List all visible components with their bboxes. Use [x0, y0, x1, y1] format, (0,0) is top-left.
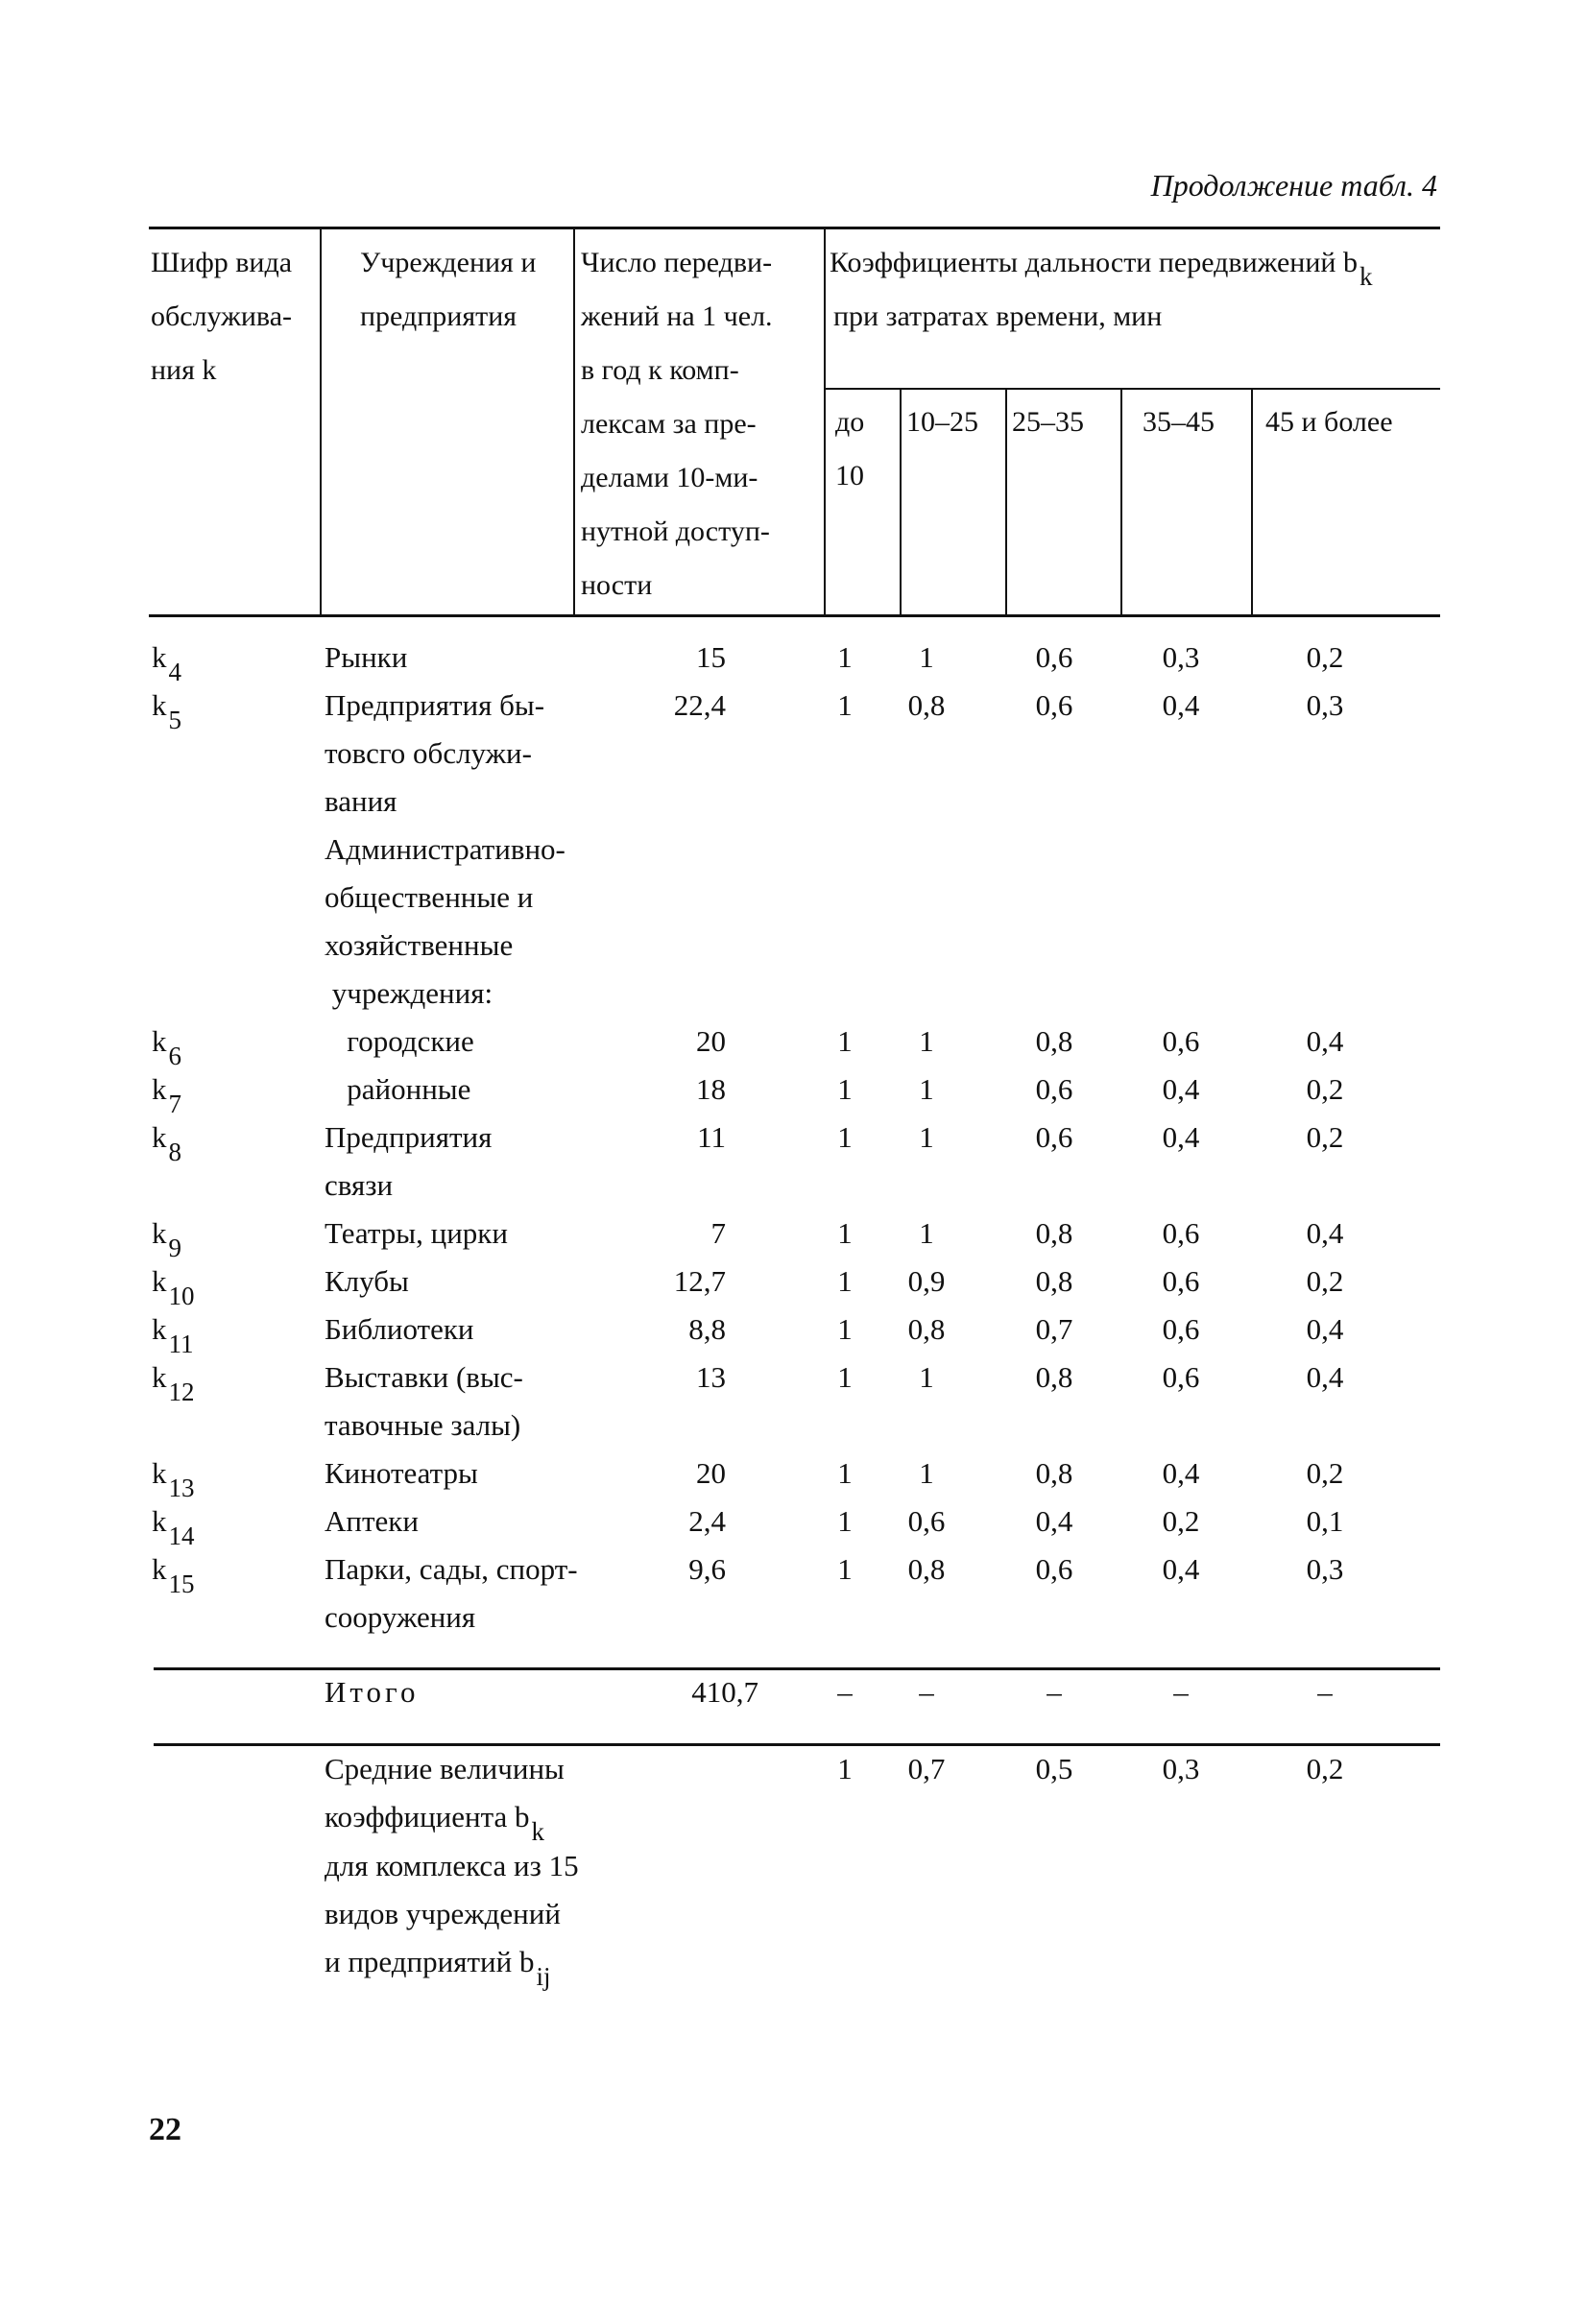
- institution-cell: Рынки: [325, 640, 408, 674]
- coefficient-cell: 1: [837, 1312, 853, 1346]
- coefficient-cell: 1: [919, 1216, 934, 1250]
- header-line: лексам за пре-: [581, 408, 757, 440]
- coefficient-cell: 0,6: [1162, 1264, 1200, 1298]
- trips-count-cell: 20: [696, 1456, 726, 1490]
- trips-count-cell: 18: [696, 1072, 726, 1106]
- trips-count-cell: 22,4: [673, 688, 726, 722]
- coefficient-cell: 0,2: [1306, 1752, 1344, 1785]
- header-trips-column: [581, 236, 821, 612]
- coefficient-cell: 0,2: [1162, 1504, 1200, 1538]
- coefficient-cell: 1: [837, 1216, 853, 1250]
- coefficient-cell: 0,6: [1162, 1360, 1200, 1394]
- coefficient-cell: 1: [837, 1264, 853, 1298]
- code-cell: k4: [152, 640, 181, 686]
- coefficient-cell: 0,3: [1162, 640, 1200, 674]
- header-sub-column: 35–45: [1143, 406, 1215, 438]
- coefficient-cell: 1: [837, 1360, 853, 1394]
- coefficient-cell: 0,7: [1035, 1312, 1073, 1346]
- institution-cell: Выставки (выс- тавочные залы): [325, 1360, 523, 1442]
- institution-cell: Театры, цирки: [325, 1216, 508, 1250]
- header-line: ности: [581, 569, 653, 601]
- coefficient-cell: 0,4: [1306, 1312, 1344, 1346]
- coefficient-cell: 0,6: [1162, 1024, 1200, 1058]
- coefficient-cell: 1: [837, 688, 853, 722]
- coefficient-cell: 0,3: [1306, 688, 1344, 722]
- trips-count-cell: 9,6: [688, 1552, 726, 1586]
- coefficient-cell: –: [837, 1675, 853, 1709]
- coefficient-cell: 0,3: [1306, 1552, 1344, 1586]
- coefficient-cell: 1: [837, 1120, 853, 1154]
- trips-count-cell: 8,8: [688, 1312, 726, 1346]
- code-cell: k5: [152, 688, 181, 734]
- institution-cell: Клубы: [325, 1264, 409, 1298]
- coefficient-cell: –: [1173, 1675, 1189, 1709]
- header-sub-column: 10–25: [906, 406, 978, 438]
- total-label: Итого: [325, 1675, 420, 1709]
- coefficient-cell: 0,8: [907, 1552, 946, 1586]
- institution-cell: районные: [325, 1072, 471, 1106]
- institution-cell: Предприятия связи: [325, 1120, 493, 1202]
- coefficient-cell: 0,4: [1306, 1216, 1344, 1250]
- header-divider: [900, 388, 902, 615]
- coefficient-cell: 0,8: [907, 1312, 946, 1346]
- header-sub-column: 25–35: [1012, 406, 1084, 438]
- header-institution-column: [360, 236, 571, 344]
- header-group-rule: [826, 388, 1440, 390]
- average-label: Средние величины коэффициента bk для комплекса из 15 видов учреждений и предприятий bij: [325, 1752, 579, 1991]
- header-line: Число передви-: [581, 247, 773, 278]
- coefficient-cell: 0,3: [1162, 1752, 1200, 1785]
- coefficient-cell: 0,6: [1162, 1312, 1200, 1346]
- coefficient-cell: 0,6: [1162, 1216, 1200, 1250]
- coefficient-cell: 1: [919, 1072, 934, 1106]
- coefficient-cell: 0,4: [1162, 1456, 1200, 1490]
- header-line: Шифр вида: [151, 247, 293, 278]
- trips-count-cell: 2,4: [688, 1504, 726, 1538]
- institution-cell: Административно- общественные и хозяйственные учреждения:: [325, 832, 565, 1010]
- header-line: предприятия: [360, 300, 517, 332]
- coefficient-cell: 0,7: [907, 1752, 946, 1785]
- code-cell: k15: [152, 1552, 195, 1598]
- header-line: нутной доступ-: [581, 515, 770, 547]
- coefficient-cell: 1: [919, 1120, 934, 1154]
- coefficient-cell: 1: [837, 1504, 853, 1538]
- institution-cell: Парки, сады, спорт- сооружения: [325, 1552, 578, 1634]
- coefficient-cell: 0,5: [1035, 1752, 1073, 1785]
- trips-count-cell: 7: [710, 1216, 726, 1250]
- code-cell: k7: [152, 1072, 181, 1118]
- code-cell: k14: [152, 1504, 195, 1550]
- trips-count-cell: 15: [696, 640, 726, 674]
- coefficient-cell: 0,6: [1035, 1552, 1073, 1586]
- coefficient-cell: 1: [837, 640, 853, 674]
- coefficient-cell: 0,8: [1035, 1360, 1073, 1394]
- total-count: 410,7: [691, 1675, 758, 1709]
- header-line: обслужива-: [151, 300, 293, 332]
- institution-cell: Кинотеатры: [325, 1456, 478, 1490]
- header-divider: [1251, 388, 1253, 615]
- coefficient-cell: 0,2: [1306, 1264, 1344, 1298]
- trips-count-cell: 13: [696, 1360, 726, 1394]
- coefficient-cell: 0,8: [1035, 1216, 1073, 1250]
- coefficient-cell: 0,4: [1306, 1024, 1344, 1058]
- coefficient-cell: 0,1: [1306, 1504, 1344, 1538]
- coefficient-cell: 0,4: [1162, 688, 1200, 722]
- trips-count-cell: 20: [696, 1024, 726, 1058]
- coefficient-cell: 0,2: [1306, 1072, 1344, 1106]
- coefficient-cell: 1: [837, 1072, 853, 1106]
- code-cell: k12: [152, 1360, 195, 1406]
- header-divider: [573, 227, 575, 615]
- header-sub-column: до 10: [835, 406, 865, 491]
- coefficient-cell: –: [1317, 1675, 1333, 1709]
- coefficient-cell: 0,2: [1306, 1120, 1344, 1154]
- code-cell: k8: [152, 1120, 181, 1166]
- header-top-rule: [149, 227, 1440, 229]
- header-line: ния k: [151, 354, 217, 386]
- coefficient-cell: –: [1047, 1675, 1062, 1709]
- coefficient-cell: 1: [837, 1024, 853, 1058]
- coefficient-cell: 0,2: [1306, 640, 1344, 674]
- coefficient-cell: 0,6: [1035, 1072, 1073, 1106]
- coefficient-cell: 1: [837, 1552, 853, 1586]
- code-cell: k13: [152, 1456, 195, 1502]
- coefficient-cell: 0,4: [1162, 1120, 1200, 1154]
- coefficient-cell: 0,6: [1035, 640, 1073, 674]
- header-coefficient-group: [830, 236, 1440, 344]
- coefficient-cell: –: [919, 1675, 934, 1709]
- code-cell: k9: [152, 1216, 181, 1262]
- header-group-line1: Коэффициенты дальности передвижений b: [830, 247, 1358, 278]
- institution-cell: Библиотеки: [325, 1312, 474, 1346]
- header-code-column: [151, 236, 319, 397]
- header-divider: [1120, 388, 1122, 615]
- header-divider: [320, 227, 322, 615]
- institution-cell: Предприятия бы- товсго обслужи- вания: [325, 688, 545, 818]
- coefficient-cell: 0,9: [907, 1264, 946, 1298]
- coefficient-cell: 0,2: [1306, 1456, 1344, 1490]
- coefficient-cell: 1: [837, 1456, 853, 1490]
- coefficient-cell: 0,6: [1035, 688, 1073, 722]
- coefficient-cell: 1: [919, 1024, 934, 1058]
- header-group-line2: при затратах времени, мин: [833, 300, 1163, 332]
- header-divider: [1005, 388, 1007, 615]
- header-sub-column: 45 и более: [1265, 406, 1393, 438]
- header-bottom-rule: [149, 614, 1440, 617]
- trips-count-cell: 12,7: [673, 1264, 726, 1298]
- institution-cell: городские: [325, 1024, 474, 1058]
- header-line: делами 10-ми-: [581, 462, 758, 493]
- coefficient-cell: 1: [919, 1456, 934, 1490]
- coefficient-cell: 0,6: [1035, 1120, 1073, 1154]
- header-line: в год к комп-: [581, 354, 739, 386]
- page-number: 22: [149, 2112, 181, 2147]
- trips-count-cell: 11: [697, 1120, 726, 1154]
- coefficient-cell: 0,8: [907, 688, 946, 722]
- coefficient-cell: 0,8: [1035, 1456, 1073, 1490]
- institution-cell: Аптеки: [325, 1504, 419, 1538]
- code-cell: k10: [152, 1264, 195, 1310]
- header-line: Учреждения и: [360, 247, 537, 278]
- coefficient-cell: 1: [919, 1360, 934, 1394]
- code-cell: k6: [152, 1024, 181, 1070]
- code-cell: k11: [152, 1312, 194, 1358]
- coefficient-cell: 0,4: [1035, 1504, 1073, 1538]
- coefficient-cell: 0,6: [907, 1504, 946, 1538]
- header-group-subscript: k: [1359, 262, 1373, 291]
- coefficient-cell: 0,4: [1162, 1552, 1200, 1586]
- table-caption: Продолжение табл. 4: [1150, 168, 1437, 203]
- coefficient-cell: 0,4: [1306, 1360, 1344, 1394]
- coefficient-cell: 1: [837, 1752, 853, 1785]
- header-divider: [824, 227, 826, 615]
- header-line: жений на 1 чел.: [581, 300, 773, 332]
- coefficient-cell: 0,4: [1162, 1072, 1200, 1106]
- coefficient-cell: 0,8: [1035, 1024, 1073, 1058]
- coefficient-cell: 1: [919, 640, 934, 674]
- coefficient-cell: 0,8: [1035, 1264, 1073, 1298]
